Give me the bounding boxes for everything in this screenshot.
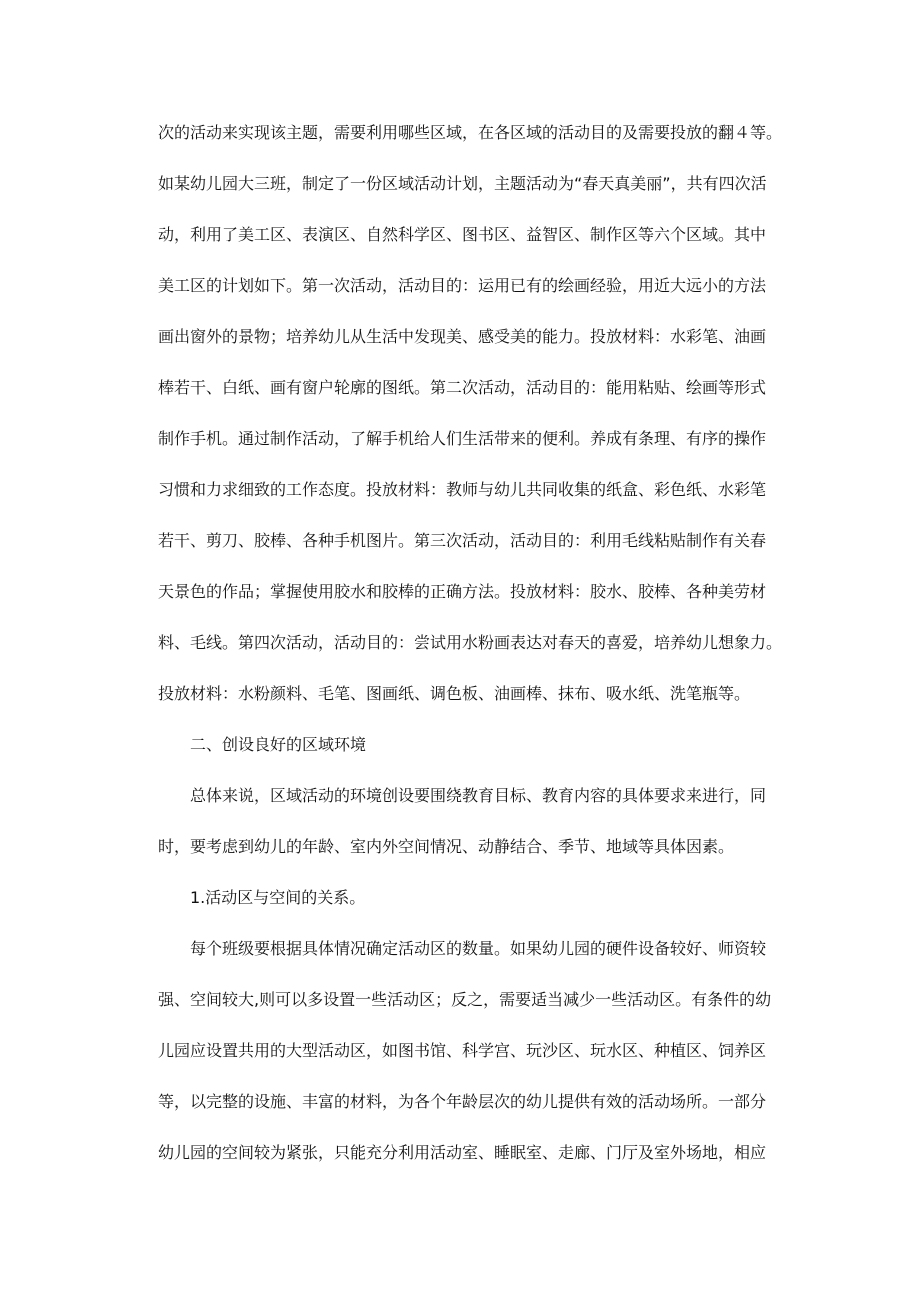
text-line: 料、毛线。第四次活动，活动目的：尝试用水粉画表达对春天的喜爱，培养幼儿想象力。 (158, 633, 783, 652)
text-line: 动，利用了美工区、表演区、自然科学区、图书区、益智区、制作区等六个区域。其中 (158, 225, 767, 244)
text-line: 次的活动来实现该主题，需要利用哪些区域，在各区域的活动目的及需要投放的翻４等。 (158, 123, 783, 142)
text-line: 制作手机。通过制作活动，了解手机给人们生活带来的便利。养成有条理、有序的操作 (158, 429, 767, 448)
text-line: 投放材料：水粉颜料、毛笔、图画纸、调色板、油画棒、抹布、吸水纸、洗笔瓶等。 (158, 684, 751, 703)
text-line: 天景色的作品；掌握使用胶水和胶棒的正确方法。投放材料：胶水、胶棒、各种美劳材 (158, 582, 767, 601)
text-line: 时，要考虑到幼儿的年龄、室内外空间情况、动静结合、季节、地域等具体因素。 (158, 837, 735, 856)
text-line: 画出窗外的景物；培养幼儿从生活中发现美、感受美的能力。投放材料：水彩笔、油画 (158, 327, 767, 346)
text-line: 儿园应设置共用的大型活动区，如图书馆、科学宫、玩沙区、玩水区、种植区、饲养区 (158, 1041, 767, 1060)
text-line: 美工区的计划如下。第一次活动，活动目的：运用已有的绘画经验，用近大远小的方法 (158, 276, 767, 295)
text-line: 总体来说，区域活动的环境创设要围绕教育目标、教育内容的具体要求来进行，同 (190, 786, 767, 805)
text-line: 棒若干、白纸、画有窗户轮廓的图纸。第二次活动，活动目的：能用粘贴、绘画等形式 (158, 378, 767, 397)
section-heading: 二、创设良好的区域环境 (190, 735, 367, 754)
text-line: 若干、剪刀、胶棒、各种手机图片。第三次活动，活动目的：利用毛线粘贴制作有关春 (158, 531, 767, 550)
text-line: 每个班级要根据具体情况确定活动区的数量。如果幼儿园的硬件设备较好、师资较 (190, 939, 767, 958)
text-line: 等，以完整的设施、丰富的材料，为各个年龄层次的幼儿提供有效的活动场所。一部分 (158, 1092, 767, 1111)
text-line: 如某幼儿园大三班，制定了一份区域活动计划，主题活动为“春天真美丽”，共有四次活 (158, 174, 767, 193)
subsection-heading: 1.活动区与空间的关系。 (190, 888, 366, 907)
text-line: 习惯和力求细致的工作态度。投放材料：教师与幼儿共同收集的纸盒、彩色纸、水彩笔 (158, 480, 767, 499)
text-line: 幼儿园的空间较为紧张，只能充分利用活动室、睡眠室、走廊、门厅及室外场地，相应 (158, 1143, 767, 1162)
text-line: 强、空间较大,则可以多设置一些活动区；反之，需要适当减少一些活动区。有条件的幼 (158, 990, 772, 1009)
